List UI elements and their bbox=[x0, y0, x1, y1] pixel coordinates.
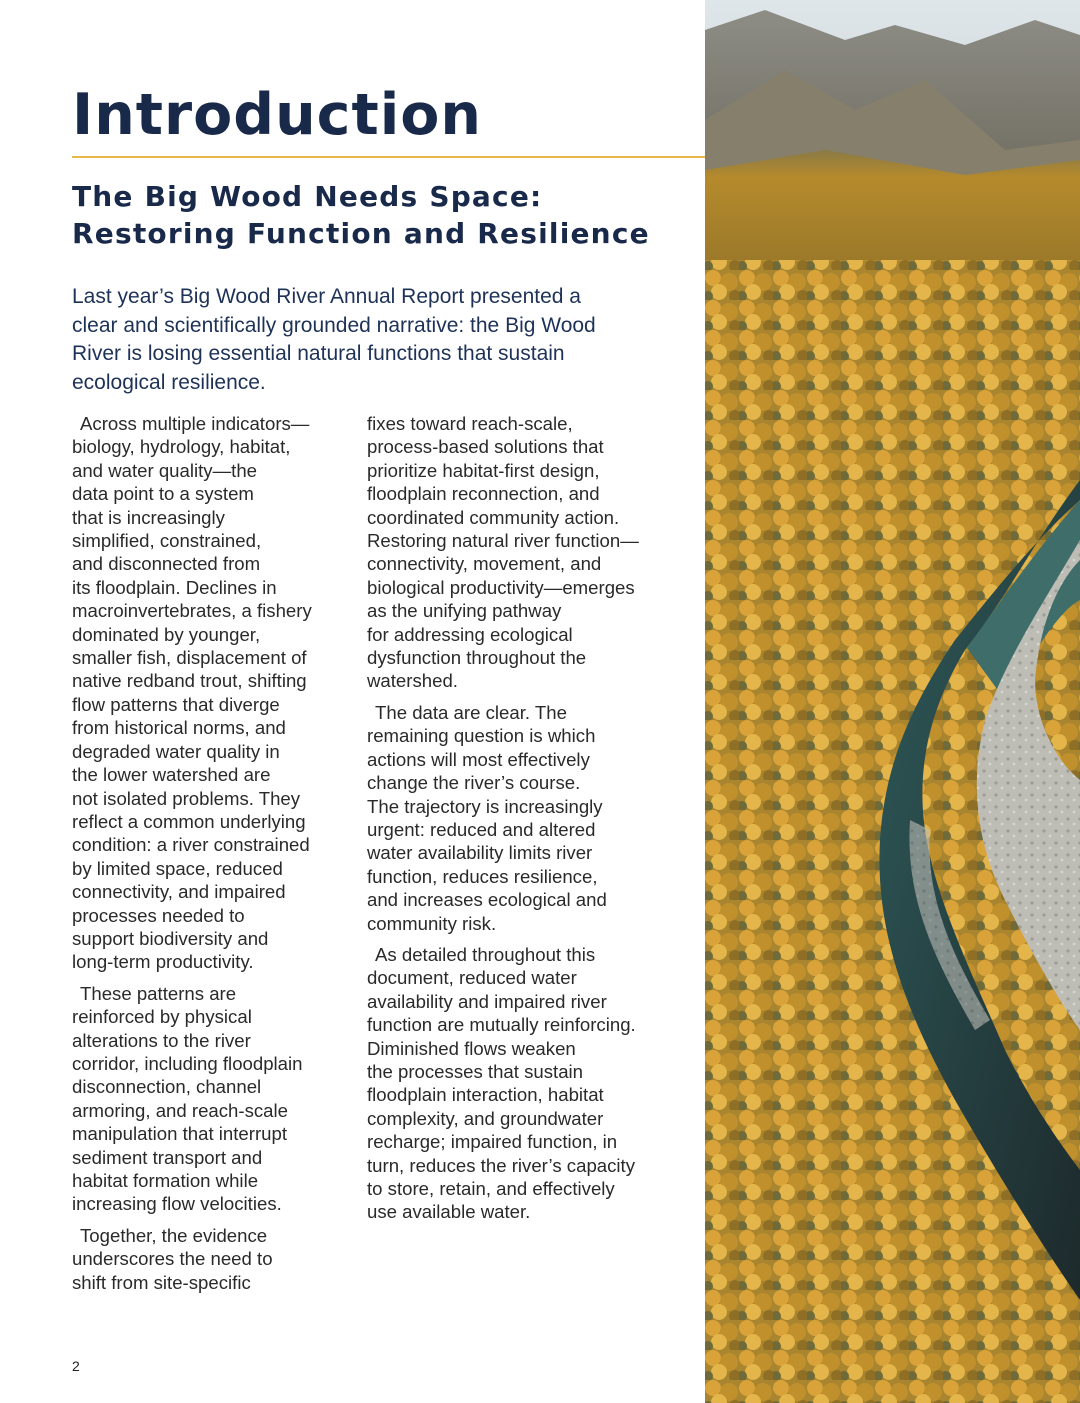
body-line: and disconnected from bbox=[72, 553, 261, 575]
body-line: dominated by younger, bbox=[72, 623, 261, 645]
body-line: remaining question is which bbox=[367, 725, 596, 747]
body-line: alterations to the river bbox=[72, 1029, 251, 1051]
body-line: use available water. bbox=[367, 1201, 531, 1223]
body-line: underscores the need to bbox=[72, 1248, 273, 1270]
body-line: data point to a system bbox=[72, 483, 254, 505]
body-line: corridor, including floodplain bbox=[72, 1052, 303, 1074]
body-line: and increases ecological and bbox=[367, 889, 607, 911]
body-line: document, reduced water bbox=[367, 967, 577, 989]
body-line: function are mutually reinforcing. bbox=[367, 1014, 636, 1036]
body-line: reflect a common underlying bbox=[72, 810, 306, 832]
body-line: watershed. bbox=[367, 670, 458, 692]
body-line: coordinated community action. bbox=[367, 506, 620, 528]
body-line: shift from site-specific bbox=[72, 1271, 251, 1293]
lead-line: clear and scientifically grounded narrative: the Big Wood bbox=[72, 313, 596, 337]
body-line: floodplain reconnection, and bbox=[367, 483, 600, 505]
body-line: turn, reduces the river’s capacity bbox=[367, 1154, 636, 1176]
body-line: simplified, constrained, bbox=[72, 530, 262, 552]
body-paragraph bbox=[72, 412, 347, 974]
body-paragraph bbox=[367, 701, 672, 935]
body-paragraph bbox=[367, 943, 672, 1224]
body-line: long-term productivity. bbox=[72, 951, 254, 973]
body-line: recharge; impaired function, in bbox=[367, 1131, 618, 1153]
lead-line: ecological resilience. bbox=[72, 370, 266, 394]
body-line: and water quality—the bbox=[72, 459, 258, 481]
body-line: function, reduces resilience, bbox=[367, 865, 598, 887]
body-line: flow patterns that diverge bbox=[72, 693, 280, 715]
body-line: fixes toward reach-scale, bbox=[367, 413, 573, 434]
body-line: armoring, and reach-scale bbox=[72, 1099, 288, 1121]
body-line: Across multiple indicators— bbox=[80, 413, 310, 434]
subtitle-line-1: The Big Wood Needs Space: bbox=[72, 180, 543, 213]
page-title: Introduction bbox=[72, 82, 482, 148]
body-line: Together, the evidence bbox=[80, 1224, 268, 1246]
page-number: 2 bbox=[72, 1358, 80, 1374]
body-line: process-based solutions that bbox=[367, 436, 604, 458]
body-line: smaller fish, displacement of bbox=[72, 647, 307, 669]
body-line: native redband trout, shifting bbox=[72, 670, 307, 692]
body-paragraph bbox=[367, 412, 672, 693]
body-line: actions will most effectively bbox=[367, 748, 590, 770]
body-line: disconnection, channel bbox=[72, 1076, 262, 1098]
body-line: biology, hydrology, habitat, bbox=[72, 436, 291, 458]
body-line: its floodplain. Declines in bbox=[72, 576, 277, 598]
body-line: connectivity, movement, and bbox=[367, 553, 602, 575]
body-line: change the river’s course. bbox=[367, 772, 581, 794]
lead-paragraph bbox=[72, 283, 672, 397]
body-line: macroinvertebrates, a fishery bbox=[72, 600, 312, 622]
body-line: to store, retain, and effectively bbox=[367, 1178, 615, 1199]
body-line: The data are clear. The bbox=[375, 701, 567, 723]
body-line: from historical norms, and bbox=[72, 717, 286, 739]
body-line: Restoring natural river function— bbox=[367, 530, 639, 552]
body-line: processes needed to bbox=[72, 904, 245, 926]
body-column-right bbox=[367, 412, 672, 1232]
body-line: condition: a river constrained bbox=[72, 834, 310, 856]
body-line: connectivity, and impaired bbox=[72, 881, 286, 903]
lead-line: River is losing essential natural functions that sustain bbox=[72, 342, 565, 365]
body-line: not isolated problems. They bbox=[72, 787, 301, 809]
body-line: that is increasingly bbox=[72, 506, 225, 528]
body-line: dysfunction throughout the bbox=[367, 647, 587, 669]
body-line: Diminished flows weaken bbox=[367, 1037, 576, 1059]
subtitle-line-2: Restoring Function and Resilience bbox=[72, 217, 650, 250]
body-line: community risk. bbox=[367, 912, 497, 934]
body-column-left bbox=[72, 412, 347, 1302]
body-line: for addressing ecological bbox=[367, 623, 573, 645]
lead-line: Last year’s Big Wood River Annual Report presented a bbox=[72, 285, 581, 308]
body-line: urgent: reduced and altered bbox=[367, 818, 596, 840]
body-line: habitat formation while bbox=[72, 1170, 259, 1191]
body-line: increasing flow velocities. bbox=[72, 1193, 282, 1215]
body-line: As detailed throughout this bbox=[375, 943, 596, 965]
body-paragraph bbox=[72, 1224, 347, 1294]
body-line: These patterns are bbox=[80, 982, 237, 1004]
body-line: sediment transport and bbox=[72, 1146, 263, 1168]
body-line: the lower watershed are bbox=[72, 764, 271, 786]
body-line: as the unifying pathway bbox=[367, 600, 562, 622]
body-line: water availability limits river bbox=[367, 842, 593, 864]
body-line: degraded water quality in bbox=[72, 740, 280, 762]
body-line: floodplain interaction, habitat bbox=[367, 1084, 604, 1106]
body-line: manipulation that interrupt bbox=[72, 1123, 287, 1145]
body-line: availability and impaired river bbox=[367, 990, 607, 1012]
body-line: complexity, and groundwater bbox=[367, 1107, 604, 1129]
body-line: prioritize habitat-first design, bbox=[367, 459, 600, 481]
body-line: reinforced by physical bbox=[72, 1006, 252, 1028]
body-paragraph bbox=[72, 982, 347, 1216]
body-line: the processes that sustain bbox=[367, 1060, 584, 1082]
body-line: support biodiversity and bbox=[72, 927, 269, 949]
section-subtitle bbox=[72, 178, 692, 252]
body-line: The trajectory is increasingly bbox=[367, 795, 603, 817]
body-line: by limited space, reduced bbox=[72, 857, 283, 879]
aerial-river-photo-icon bbox=[705, 0, 1080, 1403]
body-line: biological productivity—emerges bbox=[367, 576, 635, 598]
